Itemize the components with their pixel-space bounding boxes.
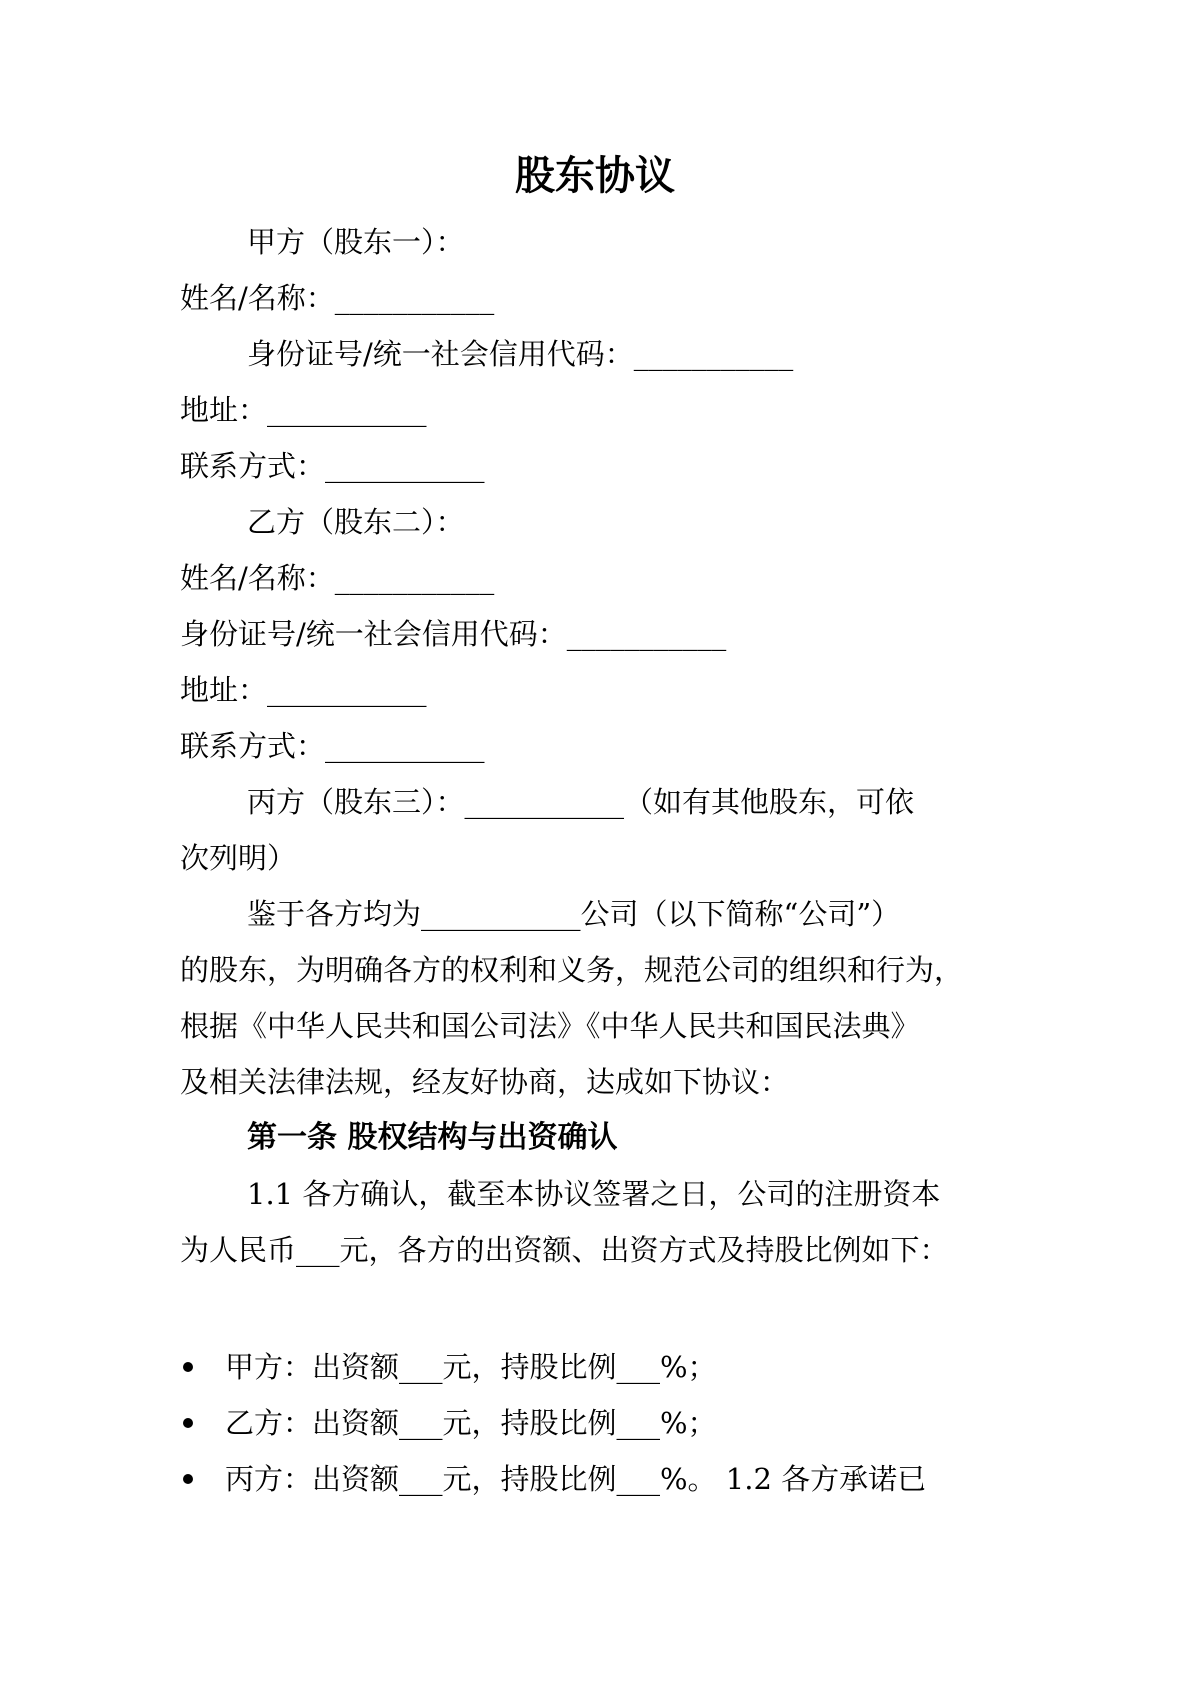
party-a-address-line: 地址：___________ (180, 393, 427, 427)
party-b-contact-line: 联系方式：___________ (180, 729, 485, 763)
recital-line-1: 鉴于各方均为___________公司（以下简称“公司”） (247, 897, 901, 931)
party-b-address-line: 地址：___________ (180, 673, 427, 707)
recital-line-4: 及相关法律法规，经友好协商，达成如下协议： (180, 1065, 790, 1099)
party-b-name-line: 姓名/名称：___________ (180, 561, 495, 595)
bullet-dot (183, 1418, 193, 1428)
bullet-dot (183, 1362, 193, 1372)
shareholding-item-b: 乙方：出资额___元，持股比例___%； (225, 1406, 717, 1440)
party-a-name-line: 姓名/名称：___________ (180, 281, 495, 315)
bullet-dot (183, 1474, 193, 1484)
party-a-heading: 甲方（股东一）： (247, 225, 465, 259)
party-c-continuation: 次列明） (180, 841, 297, 875)
recital-line-3: 根据《中华人民共和国公司法》《中华人民共和国民法典》 (180, 1009, 920, 1043)
article-1-heading: 第一条 股权结构与出资确认 (247, 1120, 618, 1155)
shareholding-item-a: 甲方：出资额___元，持股比例___%； (225, 1350, 717, 1384)
party-a-contact-line: 联系方式：___________ (180, 449, 485, 483)
party-c-heading: 丙方（股东三）：___________（如有其他股东，可依 (247, 785, 915, 819)
article-1-para-line-1: 1.1 各方确认，截至本协议签署之日，公司的注册资本 (247, 1177, 941, 1211)
party-a-id-line: 身份证号/统一社会信用代码：___________ (247, 337, 794, 371)
party-b-heading: 乙方（股东二）： (247, 505, 465, 539)
article-1-para-line-2: 为人民币___元，各方的出资额、出资方式及持股比例如下： (180, 1233, 949, 1267)
party-b-id-line: 身份证号/统一社会信用代码：___________ (180, 617, 727, 651)
shareholding-item-c: 丙方：出资额___元，持股比例___%。 1.2 各方承诺已 (225, 1462, 927, 1496)
document-title: 股东协议 (515, 153, 675, 199)
recital-line-2: 的股东，为明确各方的权利和义务，规范公司的组织和行为， (180, 953, 964, 987)
